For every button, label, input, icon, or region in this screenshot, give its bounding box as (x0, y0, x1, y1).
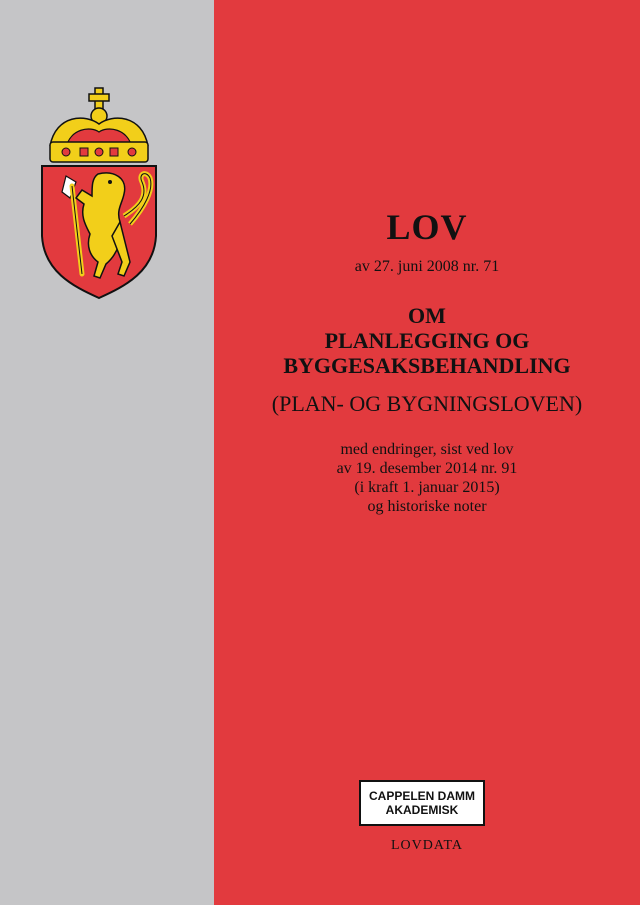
document-title: LOV (386, 207, 468, 247)
publisher-logo (359, 780, 485, 826)
amendment-line: (i kraft 1. januar 2015) (354, 479, 500, 496)
heading-line: OM (408, 303, 446, 328)
footer-lovdata: LOVDATA (391, 838, 463, 853)
law-date: av 27. juni 2008 nr. 71 (354, 258, 500, 275)
heading-line: BYGGESAKSBEHANDLING (283, 353, 571, 378)
amendment-note (214, 440, 640, 516)
amendment-line: og historiske noter (367, 498, 487, 515)
amendment-line: med endringer, sist ved lov (340, 441, 514, 458)
amendment-line: av 19. desember 2014 nr. 91 (336, 460, 518, 477)
publisher-line: CAPPELEN DAMM (368, 789, 475, 803)
law-heading (214, 303, 640, 378)
norwegian-coat-of-arms-icon (36, 86, 162, 300)
law-short-title: (PLAN- OG BYGNINGSLOVEN) (271, 391, 583, 416)
heading-line: PLANLEGGING OG (324, 328, 530, 353)
publisher-line: AKADEMISK (385, 803, 459, 817)
